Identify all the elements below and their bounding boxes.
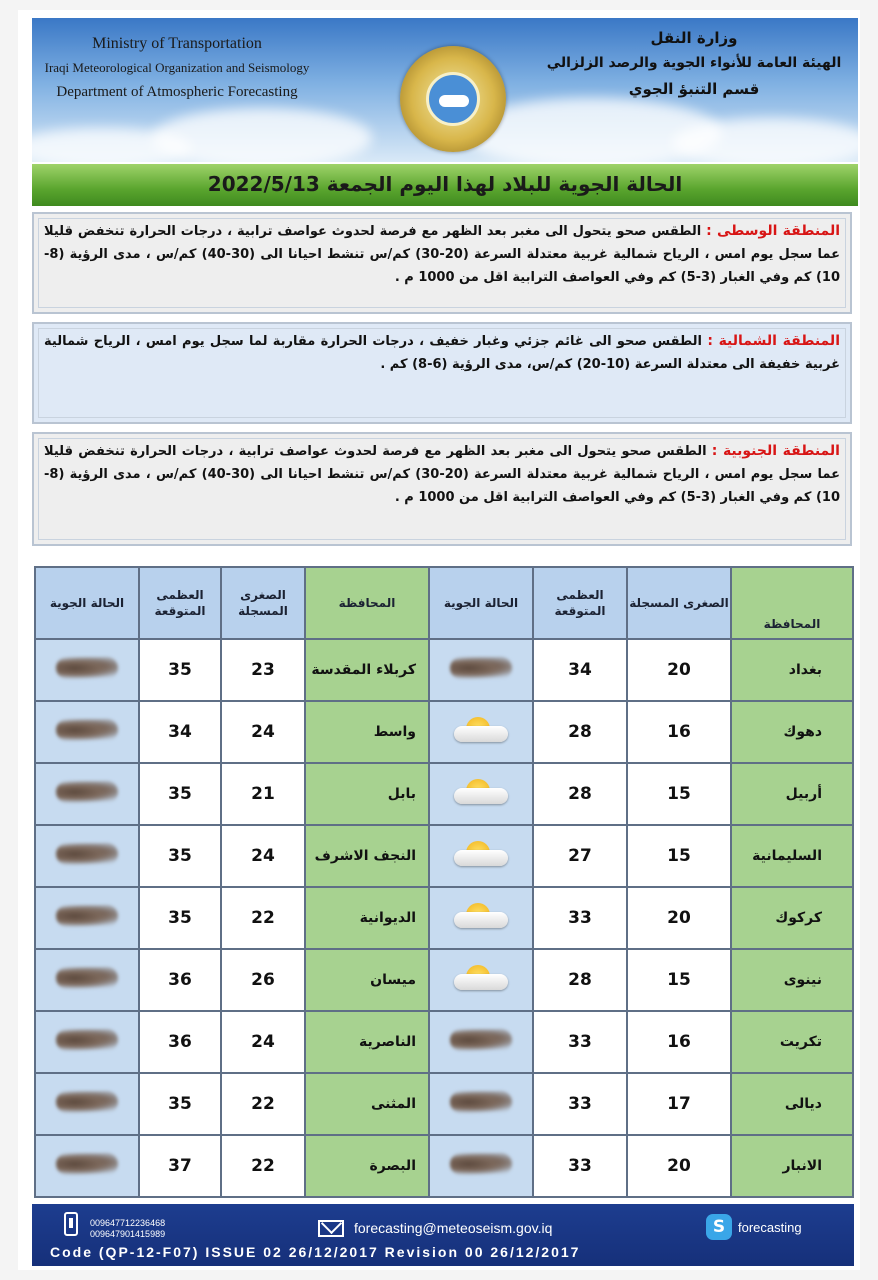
header-weather: الحالة الجوية (429, 567, 533, 639)
logo-emblem (426, 72, 480, 126)
region-name: المنطقة الوسطى : (706, 223, 840, 239)
title-bar (32, 164, 858, 206)
province-cell: السليمانية (731, 825, 853, 887)
weather-cell (429, 887, 533, 949)
table-row (35, 1073, 853, 1135)
phone-numbers (90, 1218, 165, 1240)
table-row (35, 639, 853, 701)
dust-icon (450, 1153, 512, 1175)
province-cell: تكريت (731, 1011, 853, 1073)
logo-cloud-icon (439, 95, 469, 107)
max-temp-cell: 35 (139, 639, 221, 701)
weather-cell (429, 1011, 533, 1073)
min-temp-cell: 26 (221, 949, 305, 1011)
max-temp-cell: 33 (533, 1135, 627, 1197)
dust-icon (450, 1091, 512, 1113)
max-temp-cell: 27 (533, 825, 627, 887)
header-max: العظمى المتوقعة (139, 567, 221, 639)
region-north (32, 322, 852, 424)
table-header-row (35, 567, 853, 639)
skype-handle: forecasting (738, 1220, 802, 1235)
forecast-table (34, 566, 854, 1198)
region-text: الطقس صحو الى غائم جزئي وغبار خفيف ، درجات الحرارة مقاربة لما سجل يوم امس ، الرياح شمالية غربية خفيفة الى معتدلة السرعة (10-20) كم/س، مدى الرؤية (6-8) كم . (44, 334, 840, 372)
max-temp-cell: 33 (533, 887, 627, 949)
weather-cell (429, 1073, 533, 1135)
table-row (35, 949, 853, 1011)
ministry-name-ar: وزارة النقل (650, 29, 738, 47)
province-cell: نينوى (731, 949, 853, 1011)
weather-cell (35, 1073, 139, 1135)
organization-name-ar: الهيئة العامة للأنواء الجوية والرصد الزلزالي (546, 55, 842, 71)
max-temp-cell: 35 (139, 887, 221, 949)
dust-icon (56, 657, 118, 679)
dust-icon (56, 843, 118, 865)
province-cell: ميسان (305, 949, 429, 1011)
weather-cell (429, 1135, 533, 1197)
province-cell: المثنى (305, 1073, 429, 1135)
ministry-name-en: Ministry of Transportation (92, 35, 262, 52)
weather-cell (35, 1135, 139, 1197)
header-max: العظمى المتوقعة (533, 567, 627, 639)
header-arabic (544, 26, 844, 102)
table-row (35, 825, 853, 887)
mail-icon (318, 1220, 344, 1237)
max-temp-cell: 34 (139, 701, 221, 763)
min-temp-cell: 20 (627, 1135, 731, 1197)
max-temp-cell: 28 (533, 701, 627, 763)
header-min: الصغرى المسجلة (221, 567, 305, 639)
min-temp-cell: 16 (627, 701, 731, 763)
max-temp-cell: 37 (139, 1135, 221, 1197)
weather-cell (429, 639, 533, 701)
province-cell: الناصرية (305, 1011, 429, 1073)
min-temp-cell: 23 (221, 639, 305, 701)
dust-icon (56, 1091, 118, 1113)
table-row (35, 1011, 853, 1073)
province-cell: بابل (305, 763, 429, 825)
max-temp-cell: 28 (533, 949, 627, 1011)
province-cell: واسط (305, 701, 429, 763)
sun-cloud-icon (452, 715, 510, 745)
province-cell: أربيل (731, 763, 853, 825)
min-temp-cell: 24 (221, 701, 305, 763)
weather-cell (35, 949, 139, 1011)
max-temp-cell: 35 (139, 763, 221, 825)
max-temp-cell: 33 (533, 1011, 627, 1073)
province-cell: ديالى (731, 1073, 853, 1135)
dust-icon (56, 719, 118, 741)
max-temp-cell: 36 (139, 1011, 221, 1073)
weather-cell (35, 1011, 139, 1073)
min-temp-cell: 20 (627, 887, 731, 949)
page-title: الحالة الجوية للبلاد لهذا اليوم الجمعة 2022/5/13 (207, 172, 683, 196)
department-name-en: Department of Atmospheric Forecasting (56, 84, 298, 100)
min-temp-cell: 21 (221, 763, 305, 825)
weather-cell (35, 763, 139, 825)
weather-cell (429, 701, 533, 763)
max-temp-cell: 35 (139, 825, 221, 887)
weather-cell (429, 763, 533, 825)
min-temp-cell: 15 (627, 763, 731, 825)
province-cell: الانبار (731, 1135, 853, 1197)
organization-name-en: Iraqi Meteorological Organization and Seismology (44, 60, 310, 75)
department-name-ar: قسم التنبؤ الجوي (628, 80, 760, 98)
region-text: الطقس صحو يتحول الى مغبر بعد الظهر مع فرصة لحدوث عواصف ترابية ، درجات الحرارة تنخفض قليلا عما سجل يوم امس ، الرياح شمالية غربية معتدلة السرعة (20-30) كم/س تنشط احيانا الى (30-40) كم/س ، مدى الرؤية (8-10) كم وفي الغبار (3-5) كم وفي العواصف الترابية اقل من 1000 م . (44, 444, 841, 505)
province-cell: البصرة (305, 1135, 429, 1197)
min-temp-cell: 24 (221, 1011, 305, 1073)
table-row (35, 1135, 853, 1197)
header-english (32, 32, 322, 104)
min-temp-cell: 22 (221, 887, 305, 949)
max-temp-cell: 35 (139, 1073, 221, 1135)
phone-number: 009647712236468 (90, 1218, 166, 1228)
header-weather: الحالة الجوية (35, 567, 139, 639)
region-text: الطقس صحو يتحول الى مغبر بعد الظهر مع فرصة لحدوث عواصف ترابية ، درجات الحرارة تنخفض قليلا عما سجل يوم امس ، الرياح شمالية غربية معتدلة السرعة (20-30) كم/س تنشط احيانا الى (30-40) كم/س ، مدى الرؤية (8-10) كم وفي الغبار (3-5) كم وفي العواصف الترابية اقل من 1000 م . (44, 224, 841, 285)
min-temp-cell: 20 (627, 639, 731, 701)
region-name: المنطقة الشمالية : (707, 333, 840, 349)
min-temp-cell: 16 (627, 1011, 731, 1073)
phone-icon (64, 1212, 78, 1236)
header-province: المحافظة (731, 567, 853, 639)
sun-cloud-icon (452, 839, 510, 869)
weather-cell (429, 949, 533, 1011)
dust-icon (56, 1029, 118, 1051)
dust-icon (56, 967, 118, 989)
table-row (35, 701, 853, 763)
phone-number: 009647901415989 (90, 1229, 166, 1239)
dust-icon (56, 781, 118, 803)
max-temp-cell: 28 (533, 763, 627, 825)
province-cell: كربلاء المقدسة (305, 639, 429, 701)
weather-cell (35, 887, 139, 949)
footer (32, 1204, 854, 1266)
min-temp-cell: 15 (627, 825, 731, 887)
weather-cell (429, 825, 533, 887)
email-address: forecasting@meteoseism.gov.iq (354, 1220, 553, 1236)
sun-cloud-icon (452, 777, 510, 807)
organization-logo (400, 46, 506, 152)
province-cell: دهوك (731, 701, 853, 763)
max-temp-cell: 36 (139, 949, 221, 1011)
province-cell: الديوانية (305, 887, 429, 949)
province-cell: النجف الاشرف (305, 825, 429, 887)
region-name: المنطقة الجنوبية : (711, 443, 840, 459)
header-province: المحافظة (305, 567, 429, 639)
table-row (35, 763, 853, 825)
province-cell: بغداد (731, 639, 853, 701)
header-min: الصغرى المسجلة (627, 567, 731, 639)
province-cell: كركوك (731, 887, 853, 949)
min-temp-cell: 22 (221, 1135, 305, 1197)
min-temp-cell: 24 (221, 825, 305, 887)
min-temp-cell: 15 (627, 949, 731, 1011)
table-row (35, 887, 853, 949)
dust-icon (56, 1153, 118, 1175)
table-body (35, 639, 853, 1197)
dust-icon (450, 657, 512, 679)
min-temp-cell: 22 (221, 1073, 305, 1135)
banner-cloud (672, 118, 858, 162)
dust-icon (56, 905, 118, 927)
region-central (32, 212, 852, 314)
max-temp-cell: 34 (533, 639, 627, 701)
region-south (32, 432, 852, 546)
sun-cloud-icon (452, 963, 510, 993)
dust-icon (450, 1029, 512, 1051)
weather-cell (35, 701, 139, 763)
skype-icon: S (706, 1214, 732, 1240)
sun-cloud-icon (452, 901, 510, 931)
min-temp-cell: 17 (627, 1073, 731, 1135)
weather-cell (35, 825, 139, 887)
document-code: Code (QP-12-F07) ISSUE 02 26/12/2017 Revision 00 26/12/2017 (50, 1244, 581, 1260)
header-banner (32, 18, 858, 162)
max-temp-cell: 33 (533, 1073, 627, 1135)
weather-cell (35, 639, 139, 701)
